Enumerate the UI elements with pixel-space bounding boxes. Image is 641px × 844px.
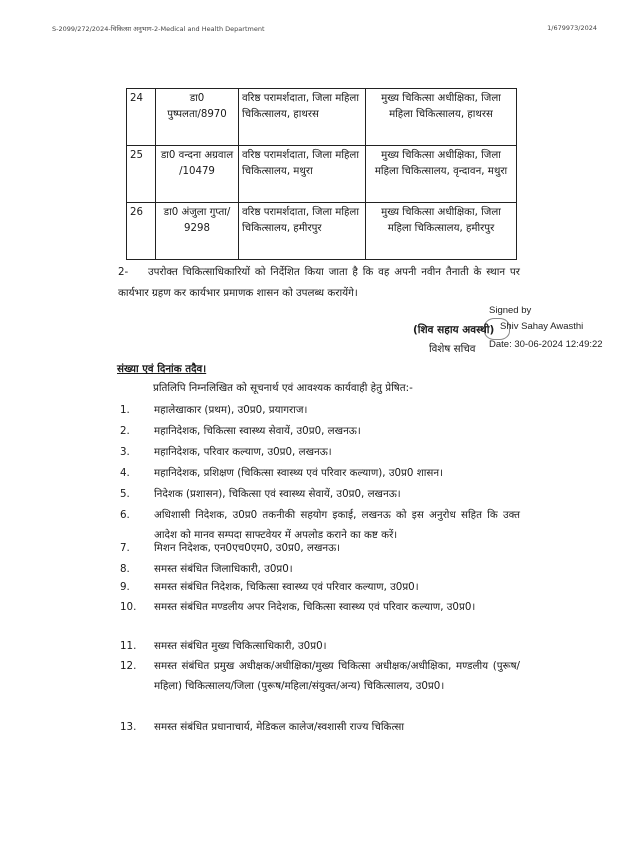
copy-intro: प्रतिलिपि निम्नलिखित को सूचनार्थ एवं आवश्यक कार्यवाही हेतु प्रेषित:- (153, 382, 413, 394)
current-posting: वरिष्ठ परामर्शदाता, जिला महिला चिकित्सालय, हाथरस (239, 89, 366, 146)
current-posting: वरिष्ठ परामर्शदाता, जिला महिला चिकित्सालय, हमीरपुर (239, 203, 366, 260)
table-row (127, 146, 517, 203)
file-reference: S-2099/272/2024-चिकित्सा अनुभाग-2-Medical and Health Department (52, 25, 265, 33)
serial-number: 26 (127, 203, 156, 260)
table-row (127, 89, 517, 146)
current-posting: वरिष्ठ परामर्शदाता, जिला महिला चिकित्सालय, मथुरा (239, 146, 366, 203)
paragraph-text: उपरोक्त चिकित्साधिकारियों को निर्देशित किया जाता है कि वह अपनी नवीन तैनाती के स्थान पर कार्यभार ग्रहण कर कार्यभार प्रमाणक शासन को उपलब्ध करायेंगे। (118, 266, 520, 299)
new-posting: मुख्य चिकित्सा अधीक्षिका, जिला महिला चिकित्सालय, हमीरपुर (366, 203, 517, 260)
reference-line: संख्या एवं दिनांक तदैव। (117, 363, 207, 375)
officer-name: डा0 पुष्पलता/8970 (156, 89, 239, 146)
table-row (127, 203, 517, 260)
signer-name-hindi: (शिव सहाय अवस्थी) (413, 324, 495, 336)
officer-name: डा0 वन्दना अग्रवाल /10479 (156, 146, 239, 203)
receipt-number: 1/679973/2024 (547, 24, 597, 32)
signature-date: Date: 30-06-2024 12:49:22 (489, 339, 603, 350)
officer-name: डा0 अंजुला गुप्ता/ 9298 (156, 203, 239, 260)
serial-number: 24 (127, 89, 156, 146)
signed-by-label: Signed by (489, 305, 532, 316)
serial-number: 25 (127, 146, 156, 203)
new-posting: मुख्य चिकित्सा अधीक्षिका, जिला महिला चिकित्सालय, हाथरस (366, 89, 517, 146)
document-header (52, 24, 597, 36)
signer-name: Shiv Sahay Awasthi (500, 321, 584, 332)
signer-designation: विशेष सचिव (429, 343, 476, 355)
paragraph-number: 2- (118, 266, 129, 278)
instruction-paragraph (118, 262, 520, 304)
posting-table (126, 88, 517, 260)
new-posting: मुख्य चिकित्सा अधीक्षिका, जिला महिला चिकित्सालय, वृन्दावन, मथुरा (366, 146, 517, 203)
